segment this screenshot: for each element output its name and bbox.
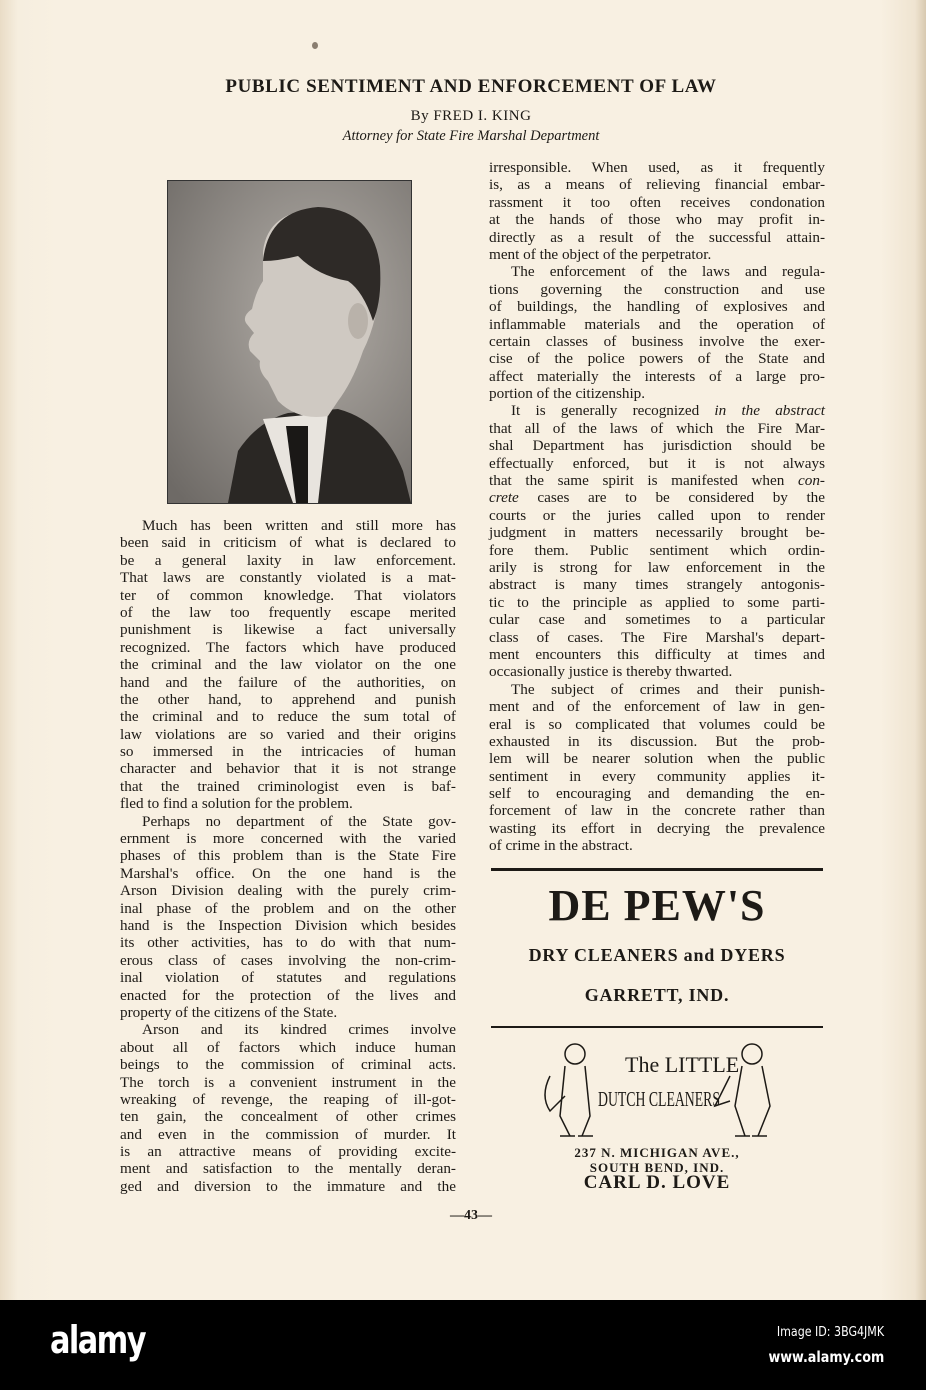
- page-blemish: [312, 42, 318, 49]
- article-column-right: [489, 159, 825, 855]
- text-line: lem will be nearer solution when the public: [489, 750, 825, 768]
- alamy-url: www.alamy.com: [768, 1348, 884, 1366]
- text-line: about all of factors which induce human: [120, 1038, 456, 1056]
- text-line: occasionally justice is thereby thwarted.: [489, 663, 733, 681]
- text-line: arily is strong for law enforcement in the: [489, 558, 825, 576]
- text-line: ten gain, the concealment of other crimes: [120, 1108, 456, 1126]
- text-line: affect materially the interests of a large pro-: [489, 367, 825, 385]
- text-line: Arson and its kindred crimes involve: [142, 1021, 456, 1039]
- text-segment: cases are to be considered by the: [518, 489, 825, 507]
- text-line: hand is the Inspection Division which besides: [120, 916, 456, 934]
- author-affiliation: Attorney for State Fire Marshal Department: [342, 128, 600, 144]
- author-portrait-photo: [167, 180, 412, 504]
- ad-address-line-1: 237 N. MICHIGAN AVE.,: [574, 1145, 740, 1160]
- italic-text: crete: [489, 489, 519, 507]
- text-line: irresponsible. When used, as it frequently: [489, 159, 825, 176]
- text-line: Arson Division dealing with the purely crim-: [120, 882, 456, 900]
- italic-text: con-: [798, 472, 825, 490]
- text-line: phases of this problem than is the State Fire: [120, 847, 456, 865]
- text-line: so immersed in the intricacies of human: [120, 743, 456, 761]
- text-line: portion of the citizenship.: [489, 385, 646, 403]
- text-line: ter of common knowledge. That violators: [120, 586, 456, 604]
- text-line: is, as a means of relieving financial embar-: [489, 176, 825, 194]
- text-line: tions governing the construction and use: [489, 280, 825, 298]
- depews-ad-service: DRY CLEANERS and DYERS: [528, 945, 786, 965]
- text-line: punishment is likewise a fact universally: [120, 621, 456, 639]
- text-line: property of the citizens of the State.: [120, 1003, 338, 1021]
- depews-ad-location: GARRETT, IND.: [584, 985, 730, 1005]
- logo-text-line-2: DUTCH CLEANERS: [598, 1087, 720, 1111]
- text-line: the other hand, to apprehend and punish: [120, 690, 456, 708]
- text-line: ment and of the enforcement of law in gen-: [489, 698, 825, 716]
- article-column-left: [120, 517, 456, 1195]
- text-line: Perhaps no department of the State gov-: [142, 812, 456, 830]
- text-line: [489, 489, 825, 506]
- text-line: inflammable materials and the operation of: [489, 315, 825, 333]
- text-line: of the law too frequently escape merited: [120, 603, 456, 621]
- depews-ad-name: DE PEW'S: [548, 881, 766, 930]
- text-line: recognized. The factors which have produced: [120, 638, 456, 656]
- text-line: directly as a result of the successful attain-: [489, 228, 825, 246]
- text-line: been said in criticism of what is declared to: [120, 534, 456, 552]
- text-line: judgment in matters necessarily brought be-: [489, 524, 825, 542]
- text-line: The torch is a convenient instrument in the: [120, 1073, 456, 1091]
- article-title: PUBLIC SENTIMENT AND ENFORCEMENT OF LAW: [225, 76, 717, 97]
- text-line: ment of the object of the perpetrator.: [489, 245, 712, 263]
- article-byline: By FRED I. KING: [410, 108, 532, 124]
- text-line: fore them. Public sentiment which ordin-: [489, 541, 825, 559]
- text-line: Much has been written and still more has: [142, 517, 456, 534]
- text-line: [489, 472, 825, 489]
- text-line: law violations are so varied and their origins: [120, 725, 456, 743]
- italic-text: in the abstract: [714, 402, 825, 420]
- text-line: at the hands of those who may profit in-: [489, 211, 825, 229]
- text-line: inal violation of statutes and regulations: [120, 969, 456, 987]
- text-line: beings to the commission of criminal acts.: [120, 1056, 456, 1074]
- text-line: ged and diversion to the immature and the: [120, 1177, 456, 1195]
- logo-text-line-1: The LITTLE: [625, 1052, 740, 1077]
- text-line: That laws are constantly violated is a mat-: [120, 569, 456, 587]
- text-line: ernment is more concerned with the varied: [120, 830, 456, 848]
- text-line: the criminal and to reduce the sum total of: [120, 708, 456, 726]
- text-line: enacted for the protection of the lives and: [120, 986, 456, 1004]
- text-line: its other activities, has to do with that num-: [120, 934, 456, 952]
- text-line: erous class of cases involving the non-crim-: [120, 951, 456, 969]
- text-line: self to encouraging and demanding the en-: [489, 785, 825, 803]
- ad-divider-top: [491, 868, 823, 871]
- text-line: wasting its effort in decrying the prevalence: [489, 819, 825, 837]
- text-line: and even in the commission of murder. It: [120, 1125, 456, 1143]
- text-line: hand and the failure of the authorities, on: [120, 673, 456, 691]
- text-line: is an attractive means of providing excite-: [120, 1143, 456, 1161]
- text-line: exhausted in its discussion. But the prob-: [489, 732, 825, 750]
- page-number: —43—: [450, 1208, 492, 1223]
- text-line: the criminal and the law violator on the one: [120, 656, 456, 674]
- text-line: of crime in the abstract.: [489, 837, 633, 855]
- text-line: cular case and sometimes to a particular: [489, 611, 825, 629]
- text-line: [489, 402, 825, 419]
- text-line: abstract is many times strangely antogonis-: [489, 576, 825, 594]
- text-line: sentiment in every community applies it-: [489, 767, 825, 785]
- text-line: that all of the laws of which the Fire Mar-: [489, 419, 825, 437]
- text-line: character and behavior that it is not strange: [120, 760, 456, 778]
- text-line: cise of the police powers of the State and: [489, 350, 825, 368]
- ad-owner-name: CARL D. LOVE: [583, 1172, 731, 1193]
- text-line: eral is so complicated that volumes could be: [489, 715, 825, 733]
- text-line: ment and satisfaction to the mentally deran-: [120, 1160, 456, 1178]
- text-line: wreaking of revenge, the reaping of ill-got-: [120, 1090, 456, 1108]
- ad-divider-bottom: [491, 1026, 823, 1028]
- text-line: ment encounters this difficulty at times and: [489, 645, 825, 663]
- text-line: forcement of law in the concrete rather than: [489, 802, 825, 820]
- text-line: tic to the principle as applied to some parti-: [489, 593, 825, 611]
- text-line: fled to find a solution for the problem.: [120, 795, 353, 813]
- alamy-logo: alamy: [50, 1318, 145, 1362]
- text-line: be a general laxity in law enforcement.: [120, 551, 456, 569]
- text-segment: that the same spirit is manifested when: [489, 472, 798, 490]
- text-line: Marshal's office. On the one hand is the: [120, 864, 456, 882]
- text-line: that the trained criminologist even is baf-: [120, 777, 456, 795]
- text-line: The enforcement of the laws and regula-: [511, 263, 825, 281]
- ad-address-line-2: SOUTH BEND, IND.: [589, 1160, 725, 1175]
- text-line: class of cases. The Fire Marshal's depart-: [489, 628, 825, 646]
- text-line: shal Department has jurisdiction should be: [489, 437, 825, 455]
- text-line: The subject of crimes and their punish-: [511, 680, 825, 698]
- image-id-label: Image ID: 3BG4JMK: [776, 1325, 884, 1340]
- text-line: effectually enforced, but it is not always: [489, 454, 825, 472]
- text-segment: It is generally recognized: [511, 402, 715, 420]
- text-line: rassment it too often receives condonation: [489, 193, 825, 211]
- little-dutch-cleaners-logo: [530, 1036, 790, 1146]
- text-line: courts or the juries called upon to render: [489, 506, 825, 524]
- text-line: inal phase of the problem and on the other: [120, 899, 456, 917]
- text-line: certain classes of business involve the exer-: [489, 332, 825, 350]
- text-line: of buildings, the handling of explosives and: [489, 298, 825, 316]
